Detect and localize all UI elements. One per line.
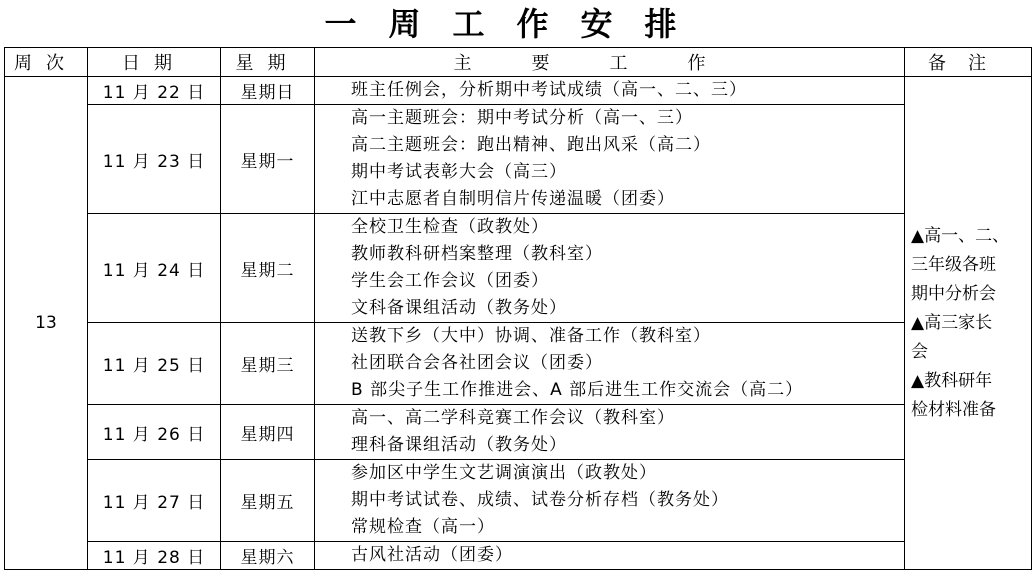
weekday-cell: 星期五 [221,460,315,542]
task-item: 班主任例会，分析期中考试成绩（高一、二、三） [351,80,747,100]
date-cell: 11 月 23 日 [88,105,221,214]
header-work: 主要工作 [315,48,905,77]
task-item: 学生会工作会议（团委） [351,271,549,291]
notes-cell [905,77,1032,570]
task-item: 全校卫生检查（政教处） [351,217,549,237]
weekday-cell: 星期一 [221,105,315,214]
table-row [5,323,1032,405]
task-item: 参加区中学生文艺调演演出（政教处） [351,463,657,483]
work-cell [315,323,905,405]
task-item: 江中志愿者自制明信片传递温暖（团委） [351,189,675,209]
page-title: 一周工作安排 [324,5,709,43]
table-row [5,460,1032,542]
note-line: 会 [911,341,928,362]
date-cell: 11 月 28 日 [88,542,221,570]
work-cell [315,405,905,460]
header-row [5,48,1032,77]
header-week: 周次 [5,48,88,77]
date-cell: 11 月 24 日 [88,214,221,323]
date-cell: 11 月 25 日 [88,323,221,405]
work-cell [315,77,905,105]
task-item: 期中考试表彰大会（高三） [351,162,567,182]
task-item: 理科备课组活动（教务处） [351,435,567,455]
date-cell: 11 月 22 日 [88,77,221,105]
task-item: 高二主题班会：跑出精神、跑出风采（高二） [351,135,711,155]
note-line: 三年级各班 [911,254,996,275]
weekday-cell: 星期三 [221,323,315,405]
work-cell [315,214,905,323]
note-line: ▲高一、二、 [911,225,1010,246]
weekday-cell: 星期四 [221,405,315,460]
table-row [5,77,1032,105]
work-cell [315,460,905,542]
header-note: 备注 [905,48,1032,77]
header-date: 日期 [88,48,221,77]
weekday-cell: 星期六 [221,542,315,570]
weekday-cell: 星期二 [221,214,315,323]
task-item: 文科备课组活动（教务处） [351,298,567,318]
task-item: 送教下乡（大中）协调、准备工作（教科室） [351,326,711,346]
note-line: 检材料准备 [911,399,996,420]
note-line: 期中分析会 [911,283,996,304]
task-item: B 部尖子生工作推进会、A 部后进生工作交流会（高二） [351,380,804,400]
note-line: ▲教科研年 [911,370,993,391]
note-line: ▲高三家长 [911,312,993,333]
date-cell: 11 月 27 日 [88,460,221,542]
schedule-table [4,47,1032,570]
task-item: 高一主题班会：期中考试分析（高一、三） [351,108,693,128]
weekday-cell: 星期日 [221,77,315,105]
table-row [5,542,1032,570]
work-cell [315,105,905,214]
work-cell [315,542,905,570]
task-item: 常规检查（高一） [351,517,495,537]
task-item: 古风社活动（团委） [351,545,513,565]
week-number: 13 [5,77,88,570]
task-item: 高一、高二学科竞赛工作会议（教科室） [351,408,675,428]
date-cell: 11 月 26 日 [88,405,221,460]
task-item: 教师教科研档案整理（教科室） [351,244,603,264]
task-item: 期中考试试卷、成绩、试卷分析存档（教务处） [351,490,729,510]
table-row [5,214,1032,323]
table-row [5,405,1032,460]
task-item: 社团联合会各社团会议（团委） [351,353,603,373]
table-row [5,105,1032,214]
header-weekday: 星期 [221,48,315,77]
